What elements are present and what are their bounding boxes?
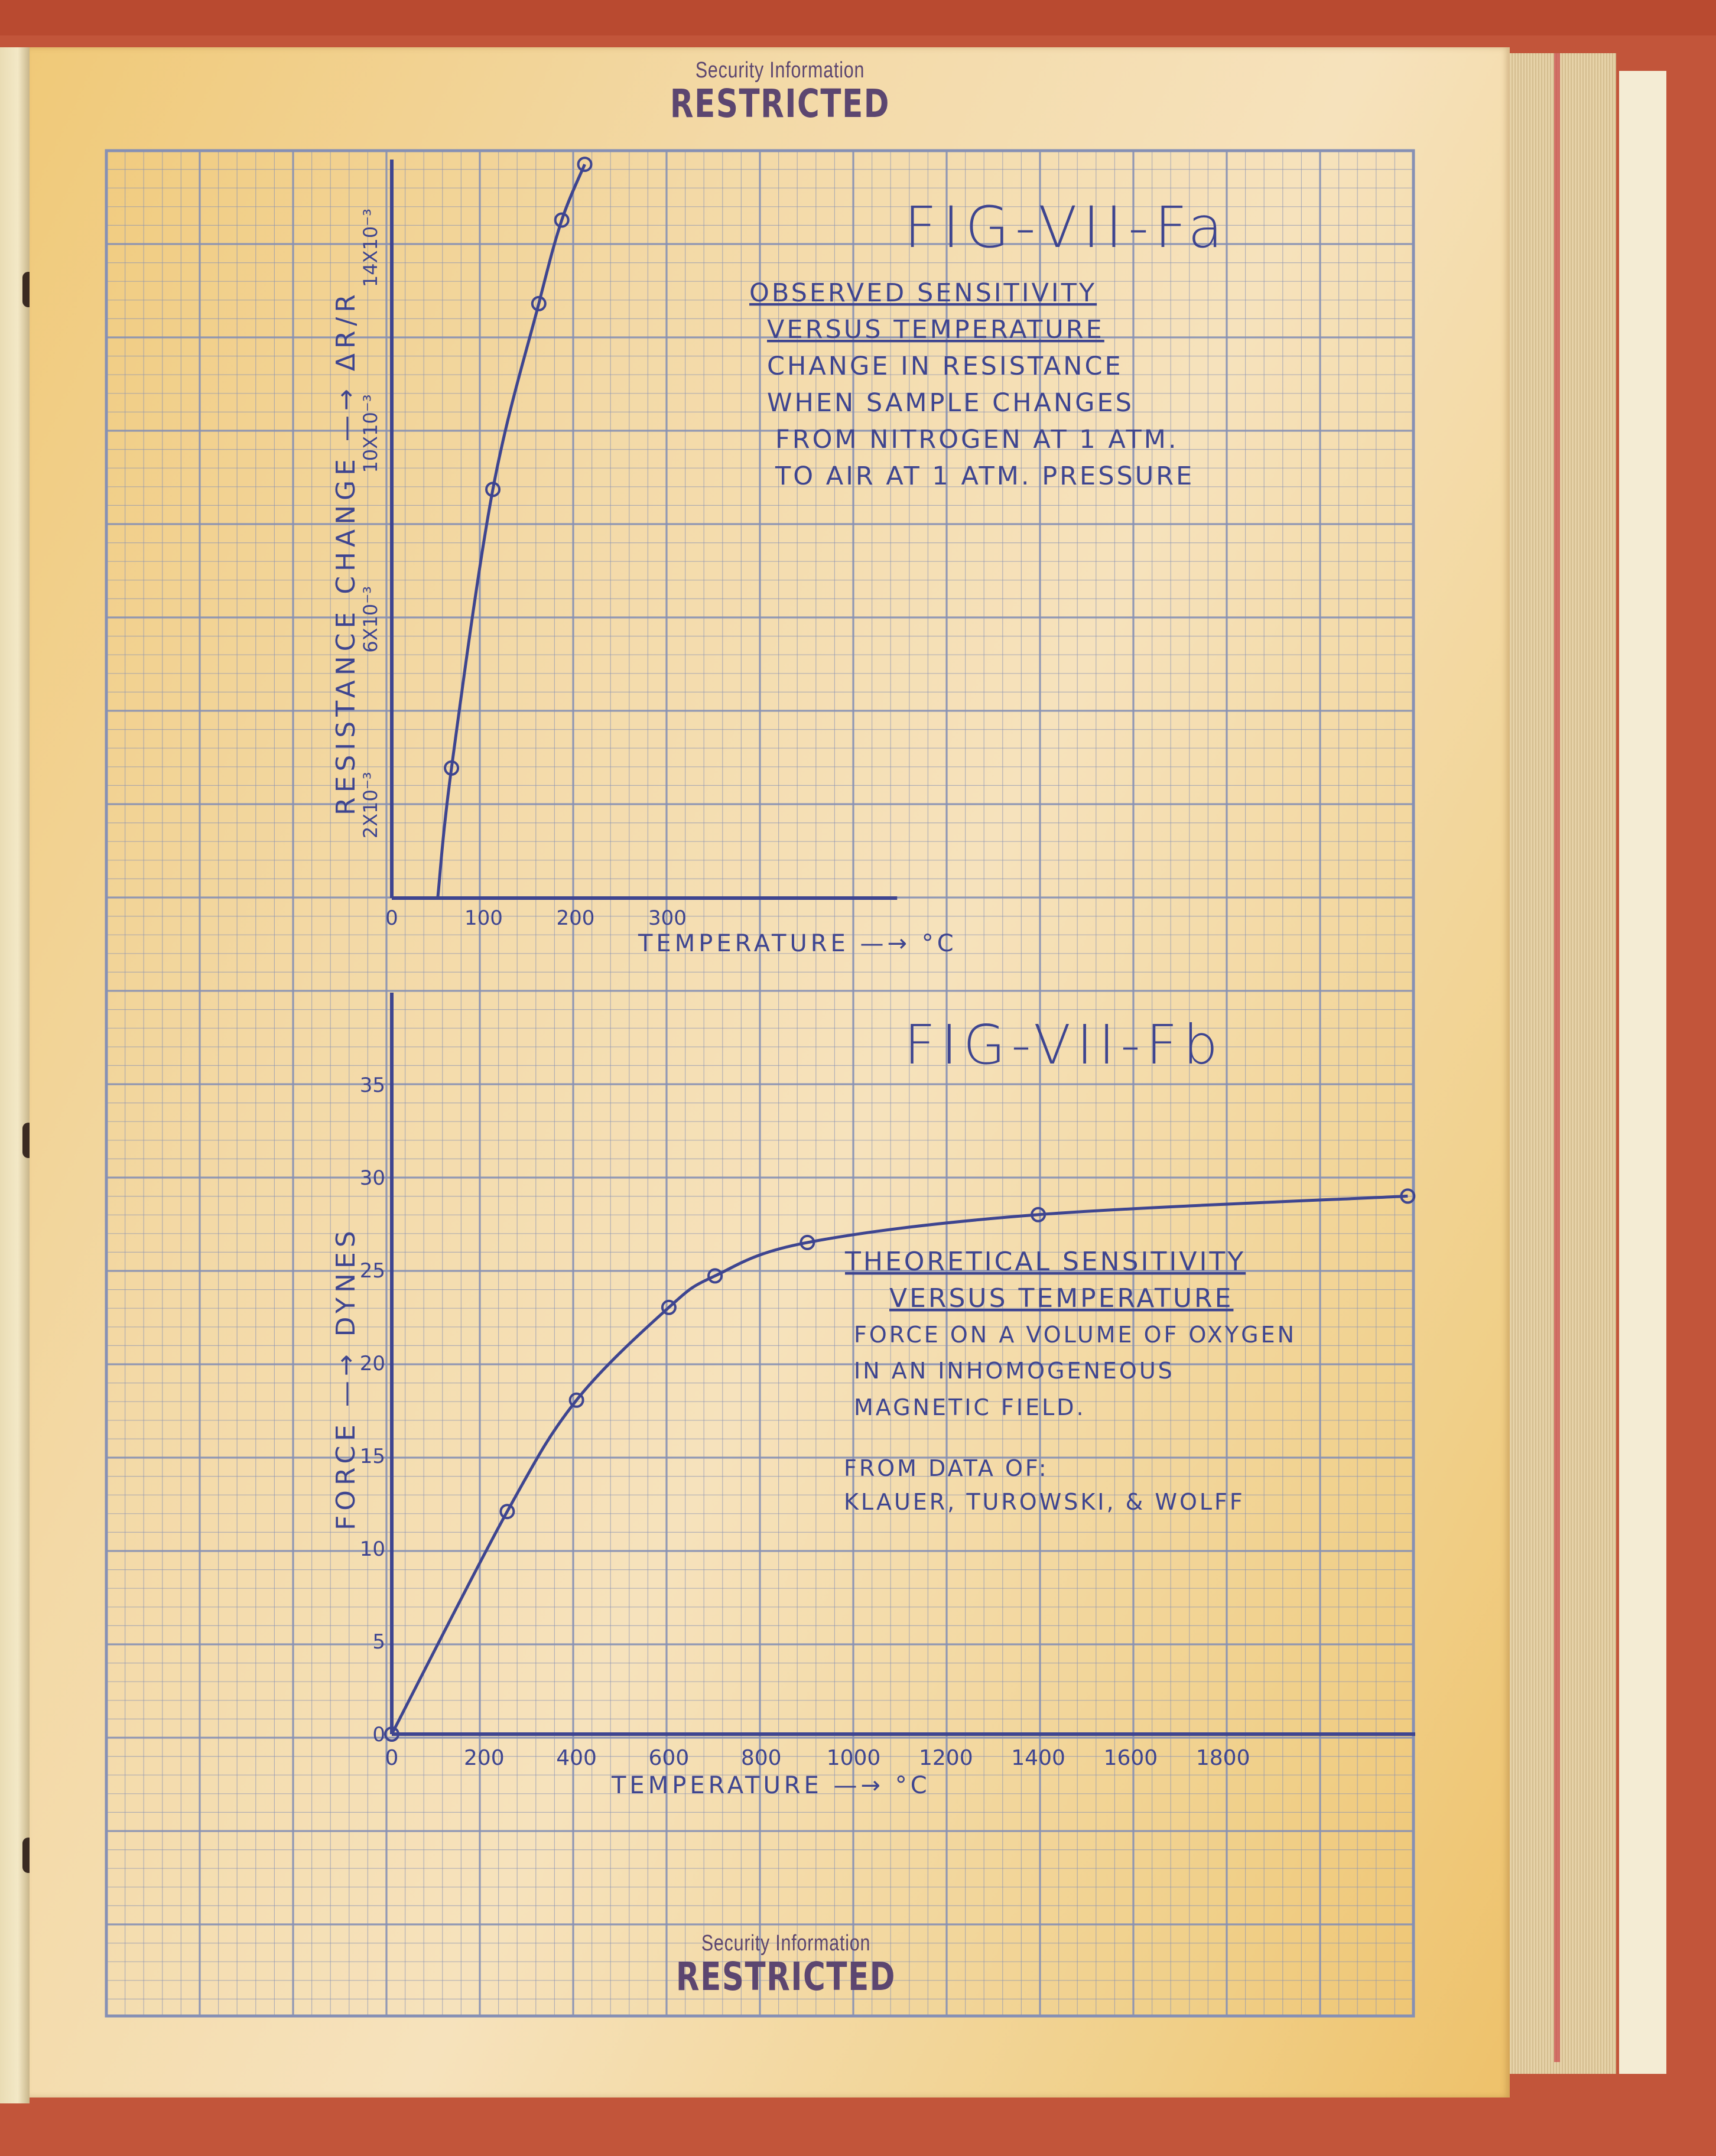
source-line: KLAUER, TUROWSKI, & WOLFF <box>844 1489 1245 1515</box>
chart-title: FIG-VII-Fa <box>904 194 1229 261</box>
caption-line: WHEN SAMPLE CHANGES <box>767 388 1134 418</box>
x-tick-label: 1200 <box>918 1746 973 1770</box>
caption-line: FORCE ON A VOLUME OF OXYGEN <box>854 1322 1297 1348</box>
caption-line: VERSUS TEMPERATURE <box>767 315 1104 344</box>
y-tick-label: 20 <box>359 1352 385 1375</box>
security-stamp-bottom <box>620 1931 951 1999</box>
x-tick-label: 200 <box>463 1746 505 1770</box>
data-series <box>438 158 592 898</box>
chart-caption <box>844 1247 1296 1420</box>
x-tick-label: 0 <box>385 906 398 930</box>
x-tick-labels <box>385 1746 1250 1770</box>
chart-title: FIG-VII-Fb <box>904 1013 1224 1077</box>
x-axis-label: TEMPERATURE —→ °C <box>612 1772 931 1799</box>
series-line <box>438 164 585 898</box>
y-tick-label: 15 <box>359 1445 385 1468</box>
stamp-line1: Security Information <box>695 58 865 83</box>
caption-line: MAGNETIC FIELD. <box>854 1394 1086 1420</box>
stamp-line2: RESTRICTED <box>670 81 890 126</box>
y-tick-label: 5 <box>372 1630 385 1654</box>
source-line: FROM DATA OF: <box>844 1455 1049 1481</box>
y-tick-label: 25 <box>359 1259 385 1283</box>
y-tick-label: 14X10⁻³ <box>359 209 382 288</box>
caption-line: OBSERVED SENSITIVITY <box>749 278 1097 308</box>
caption-line: CHANGE IN RESISTANCE <box>767 352 1123 381</box>
security-stamp-top <box>615 58 945 126</box>
x-tick-label: 0 <box>385 1746 399 1770</box>
y-axis-label: RESISTANCE CHANGE —→ ΔR/R <box>331 290 361 815</box>
x-tick-label: 1600 <box>1103 1746 1158 1770</box>
x-tick-label: 600 <box>648 1746 690 1770</box>
y-tick-label: 6X10⁻³ <box>359 586 382 653</box>
x-tick-label: 200 <box>556 906 595 930</box>
y-tick-label: 35 <box>359 1074 385 1097</box>
stamp-line1: Security Information <box>701 1931 871 1956</box>
caption-line: FROM NITROGEN AT 1 ATM. <box>775 425 1179 454</box>
caption-line: TO AIR AT 1 ATM. PRESSURE <box>775 461 1195 491</box>
caption-line: VERSUS TEMPERATURE <box>889 1283 1234 1313</box>
caption-line: THEORETICAL SENSITIVITY <box>845 1247 1246 1277</box>
y-tick-label: 0 <box>372 1723 385 1747</box>
chart-fig-vii-fb <box>331 993 1415 1799</box>
x-tick-label: 300 <box>648 906 687 930</box>
chart-source-note <box>844 1455 1245 1515</box>
y-tick-labels <box>360 1074 385 1747</box>
chart-fig-vii-fa <box>331 158 1228 957</box>
x-tick-label: 1800 <box>1195 1746 1250 1770</box>
grid <box>106 151 1413 2016</box>
x-tick-label: 100 <box>464 906 503 930</box>
x-tick-label: 400 <box>556 1746 597 1770</box>
x-tick-label: 1400 <box>1011 1746 1065 1770</box>
y-tick-label: 10 <box>359 1537 385 1561</box>
caption-line: IN AN INHOMOGENEOUS <box>854 1358 1175 1384</box>
y-tick-label: 2X10⁻³ <box>359 772 382 839</box>
stamp-line2: RESTRICTED <box>675 1954 896 1999</box>
y-axis-label: FORCE —→ DYNES <box>331 1226 361 1530</box>
x-axis-label: TEMPERATURE —→ °C <box>638 930 957 957</box>
x-tick-label: 800 <box>740 1746 782 1770</box>
y-tick-label: 10X10⁻³ <box>359 394 382 473</box>
y-tick-label: 30 <box>359 1166 385 1190</box>
x-tick-label: 1000 <box>826 1746 881 1770</box>
